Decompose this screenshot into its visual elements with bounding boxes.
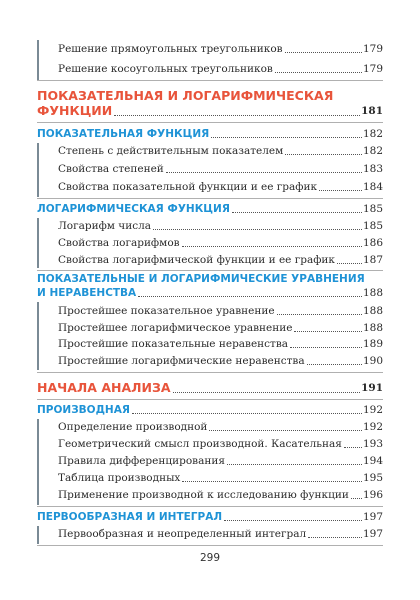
toc-entry-page: 194 xyxy=(362,455,383,467)
topic-title: ПЕРВООБРАЗНАЯ И ИНТЕГРАЛ xyxy=(37,511,223,523)
toc-entry[interactable] xyxy=(58,471,383,485)
toc-entry-title: Свойства логарифмов xyxy=(58,237,180,249)
topic-heading[interactable] xyxy=(37,403,383,417)
toc-entry-title: Первообразная и неопределенный интеграл xyxy=(58,528,307,540)
toc-entry-page: 196 xyxy=(362,489,383,501)
toc-entry-page: 190 xyxy=(362,355,383,367)
section-bar xyxy=(37,143,39,197)
toc-entry-page: 184 xyxy=(362,181,383,193)
toc-entry[interactable] xyxy=(58,180,383,194)
topic-heading[interactable] xyxy=(37,202,383,216)
toc-entry[interactable] xyxy=(58,62,383,76)
toc-entry[interactable] xyxy=(58,337,383,351)
section-bar xyxy=(37,40,39,80)
divider xyxy=(37,399,383,400)
toc-entry-title: Свойства степеней xyxy=(58,163,164,175)
topic-heading[interactable] xyxy=(37,510,383,524)
toc-entry-title: Геометрический смысл производной. Касательная xyxy=(58,438,342,450)
divider xyxy=(37,198,383,199)
toc-entry[interactable] xyxy=(58,253,383,267)
toc-entry-title: Применение производной к исследованию функции xyxy=(58,489,349,501)
topic-title: ПОКАЗАТЕЛЬНАЯ ФУНКЦИЯ xyxy=(37,128,210,140)
toc-entry-title: Простейшее показательное уравнение xyxy=(58,305,275,317)
toc-entry[interactable] xyxy=(58,527,383,541)
toc-entry[interactable] xyxy=(58,488,383,502)
toc-entry[interactable] xyxy=(58,304,383,318)
toc-entry-title: Простейшие логарифмические неравенства xyxy=(58,355,305,367)
toc-entry-page: 188 xyxy=(362,322,383,334)
toc-entry[interactable] xyxy=(58,42,383,56)
toc-entry[interactable] xyxy=(58,454,383,468)
toc-entry[interactable] xyxy=(58,437,383,451)
topic-title: И НЕРАВЕНСТВА xyxy=(37,287,137,299)
section-bar xyxy=(37,526,39,544)
toc-entry-page: 188 xyxy=(362,305,383,317)
toc-entry-title: Простейшее логарифмическое уравнение xyxy=(58,322,293,334)
chapter-page: 191 xyxy=(361,382,383,394)
toc-entry-title: Решение прямоугольных треугольников xyxy=(58,43,283,55)
toc-entry[interactable] xyxy=(58,420,383,434)
toc-entry-title: Свойства логарифмической функции и ее график xyxy=(58,254,335,266)
toc-entry-page: 182 xyxy=(362,145,383,157)
divider xyxy=(37,372,383,373)
toc-entry-page: 197 xyxy=(362,528,383,540)
chapter-heading[interactable] xyxy=(37,380,383,396)
toc-entry-page: 195 xyxy=(362,472,383,484)
chapter-heading-line1[interactable]: ПОКАЗАТЕЛЬНАЯ И ЛОГАРИФМИЧЕСКАЯ xyxy=(37,88,334,103)
toc-entry-title: Степень с действительным показателем xyxy=(58,145,284,157)
divider xyxy=(37,80,383,81)
toc-entry-title: Логарифм числа xyxy=(58,220,152,232)
toc-entry-title: Свойства показательной функции и ее график xyxy=(58,181,318,193)
toc-entry[interactable] xyxy=(58,321,383,335)
topic-heading[interactable] xyxy=(37,286,383,300)
chapter-page: 181 xyxy=(361,105,383,117)
chapter-title: НАЧАЛА АНАЛИЗА xyxy=(37,380,171,395)
divider xyxy=(37,270,383,271)
toc-entry-title: Решение косоугольных треугольников xyxy=(58,63,273,75)
toc-entry-page: 189 xyxy=(362,338,383,350)
topic-title: ПРОИЗВОДНАЯ xyxy=(37,404,130,416)
topic-heading-line1[interactable]: ПОКАЗАТЕЛЬНЫЕ И ЛОГАРИФМИЧЕСКИЕ УРАВНЕНИЯ xyxy=(37,273,365,285)
topic-page: 192 xyxy=(362,404,383,416)
topic-title: ЛОГАРИФМИЧЕСКАЯ ФУНКЦИЯ xyxy=(37,203,230,215)
toc-entry-title: Определение производной xyxy=(58,421,208,433)
toc-entry-title: Таблица производных xyxy=(58,472,181,484)
topic-page: 182 xyxy=(362,128,383,140)
toc-entry-page: 192 xyxy=(362,421,383,433)
toc-entry[interactable] xyxy=(58,219,383,233)
chapter-title: ФУНКЦИИ xyxy=(37,103,113,118)
toc-entry-page: 179 xyxy=(362,43,383,55)
topic-page: 185 xyxy=(362,203,383,215)
divider xyxy=(37,545,383,546)
toc-entry-page: 193 xyxy=(362,438,383,450)
toc-entry-page: 179 xyxy=(362,63,383,75)
topic-page: 188 xyxy=(362,287,383,299)
page-number: 299 xyxy=(199,552,221,564)
section-bar xyxy=(37,218,39,268)
divider xyxy=(37,122,383,123)
section-bar xyxy=(37,419,39,505)
topic-page: 197 xyxy=(362,511,383,523)
toc-entry[interactable] xyxy=(58,162,383,176)
divider xyxy=(37,506,383,507)
toc-entry-page: 186 xyxy=(362,237,383,249)
toc-entry-title: Правила дифференцирования xyxy=(58,455,225,467)
toc-entry[interactable] xyxy=(58,144,383,158)
toc-entry-title: Простейшие показательные неравенства xyxy=(58,338,289,350)
toc-entry[interactable] xyxy=(58,236,383,250)
topic-heading[interactable] xyxy=(37,127,383,141)
toc-entry[interactable] xyxy=(58,354,383,368)
toc-entry-page: 183 xyxy=(362,163,383,175)
section-bar xyxy=(37,302,39,370)
toc-entry-page: 185 xyxy=(362,220,383,232)
chapter-heading[interactable] xyxy=(37,103,383,119)
toc-entry-page: 187 xyxy=(362,254,383,266)
